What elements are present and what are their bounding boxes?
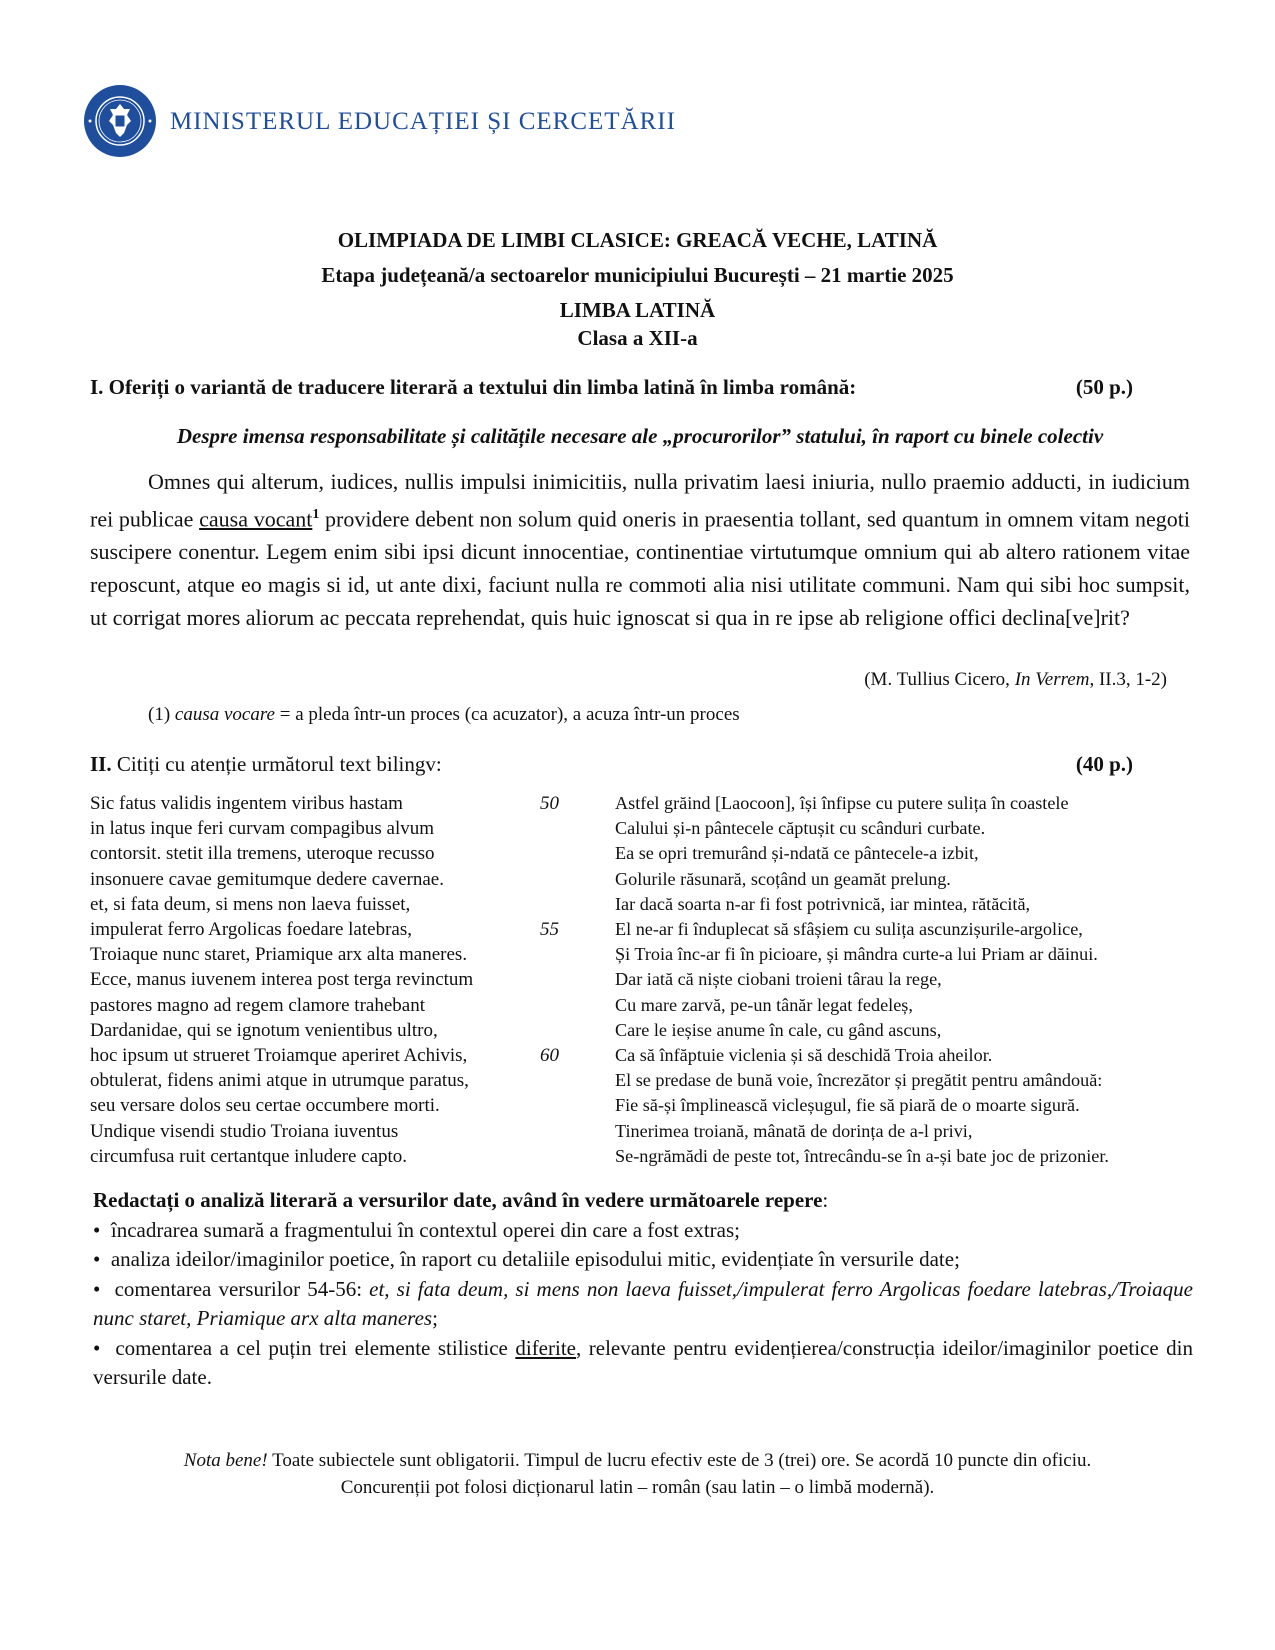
verse-line: Undique visendi studio Troiana iuventus [90, 1120, 399, 1142]
olympiad-title: OLIMPIADA DE LIMBI CLASICE: GREACĂ VECHE, LATINĂ [337, 228, 938, 252]
section-2-heading [90, 752, 1190, 777]
analysis-task [93, 1186, 1193, 1393]
bullet-text: comentarea a cel puțin trei elemente stilistice [115, 1335, 516, 1360]
verse-line: Dardanidae, qui se ignotum venientibus ultro, [90, 1019, 438, 1041]
verse-line: impulerat ferro Argolicas foedare latebras, [90, 919, 412, 941]
government-seal-logo [83, 84, 157, 158]
text-subtitle: Despre imensa responsabilitate și calitățile necesare ale „procurorilor” statului, în raport cu binele colectiv [176, 424, 1104, 448]
task-colon: : [822, 1188, 829, 1212]
verse-line: Calului și-n pântecele căptușit cu scânduri curbate. [615, 818, 986, 839]
section-1-points: (50 p.) [1075, 375, 1133, 399]
citation-author: (M. Tullius Cicero, [864, 669, 1015, 690]
citation-work: In Verrem [1014, 669, 1090, 690]
ministry-name: MINISTERUL EDUCAȚIEI ȘI CERCETĂRII [170, 108, 676, 135]
footnote-term: causa vocare [174, 704, 275, 725]
line-number [540, 1119, 580, 1144]
footnote-number: (1) [148, 704, 175, 725]
verse-line: Dar iată că niște ciobani troieni târau la rege, [615, 969, 942, 990]
footer-note [0, 1447, 1275, 1501]
latin-prose-passage [90, 465, 1190, 634]
verse-line: Troiaque nunc staret, Priamique arx alta maneres. [90, 944, 468, 966]
line-numbers [540, 791, 580, 1169]
verse-line: circumfusa ruit certantque inludere capto. [90, 1145, 408, 1167]
underlined-phrase: causa vocant [199, 506, 313, 532]
line-number [540, 1093, 580, 1118]
grade-title: Clasa a XII-a [577, 326, 698, 350]
verse-line: Care le ieșise anume în cale, cu gând ascuns, [615, 1019, 942, 1040]
section-2-points: (40 p.) [1075, 752, 1133, 776]
bullet-text: , relevante pentru evidențierea/construcția ideilor/imaginilor poetice din versurile date. [93, 1335, 1194, 1389]
bullet-item: • analiza ideilor/imaginilor poetice, în raport cu detaliile episodului mitic, evidențiate în versurile date; [93, 1247, 960, 1271]
line-number [540, 942, 580, 967]
verse-line: Astfel grăind [Laocoon], își înfipse cu putere sulița în coastele [615, 793, 1069, 813]
bullet-text: comentarea versurilor 54-56: [114, 1276, 370, 1301]
line-number [540, 892, 580, 917]
nota-bene-label: Nota bene! [183, 1450, 268, 1471]
task-heading: Redactați o analiză literară a versurilor date, având în vedere următoarele repere [93, 1188, 823, 1212]
verse-line: et, si fata deum, si mens non laeva fuisset, [90, 893, 411, 915]
section-2-number: II. [90, 752, 112, 776]
verse-line: Ecce, manus iuvenem interea post terga revinctum [90, 969, 474, 991]
verse-line: Fie să-și împlinească vicleșugul, fie să piară de o moarte sigură. [615, 1095, 1080, 1116]
citation-ref: , II.3, 1-2) [1089, 669, 1167, 690]
verse-line: Ea se opri tremurând și-ndată ce pântecele-a izbit, [615, 843, 979, 864]
passage-text: Omnes qui alterum, iudices, nullis impulsi inimicitiis, nulla privatim laesi iniuria, nullo praemio adducti, in iudicium rei publicae [90, 469, 1190, 532]
verse-line: El ne-ar fi înduplecat să sfâșiem cu sulița ascunzișurile-argolice, [615, 919, 1083, 940]
bullet-item: • încadrarea sumară a fragmentului în contextul operei din care a fost extras; [93, 1217, 740, 1242]
verse-line: seu versare dolos seu certae occumbere morti. [90, 1095, 440, 1117]
verse-line: obtulerat, fidens animi atque in utrumque paratus, [90, 1070, 469, 1092]
verse-line: Ca să înfăptuie viclenia și să deschidă Troia aheilor. [615, 1045, 993, 1066]
verse-line: insonuere cavae gemitumque dedere cavernae. [90, 868, 444, 890]
verse-line: Cu mare zarvă, pe-un tânăr legat fedeleș, [615, 994, 913, 1015]
bullet-text: încadrarea sumară a fragmentului în contextul operei din care a fost extras; [110, 1217, 740, 1242]
line-number [540, 1068, 580, 1093]
bullet-item: • comentarea versurilor 54-56: et, si fata deum, si mens non laeva fuisset,/impulerat ferro Argolicas foedare latebras,/Troiaque nunc staret, Priamique arx alta maneres; [93, 1276, 1193, 1330]
verse-line: contorsit. stetit illa tremens, uteroque recusso [90, 843, 435, 865]
line-number [540, 841, 580, 866]
bullet-text: ; [432, 1306, 438, 1330]
verse-line: Golurile răsunară, scoțând un geamăt prelung. [615, 868, 951, 889]
line-number [540, 1144, 580, 1169]
romanian-translation [615, 791, 1275, 1169]
line-number [540, 993, 580, 1018]
footnote-definition: = a pleda într-un proces (ca acuzator), a acuza într-un proces [274, 704, 740, 725]
footer-line-1: Toate subiectele sunt obligatorii. Timpul de lucru efectiv este de 3 (trei) ore. Se acordă 10 puncte din oficiu. [267, 1450, 1092, 1471]
footnote-marker: 1 [312, 507, 320, 522]
verse-line: Și Troia înc-ar fi în picioare, și mândra curte-a lui Priam ar dăinui. [615, 944, 1098, 965]
quoted-verses: et, si fata deum, si mens non laeva fuisset,/impulerat ferro Argolicas foedare latebras,/Troiaque nunc staret, Priamique arx alta maneres [93, 1276, 1193, 1330]
subject-title: LIMBA LATINĂ [559, 298, 716, 322]
section-1-instruction: I. Oferiți o variantă de traducere literară a textului din limba latină în limba română: [90, 375, 857, 399]
latin-verses [90, 791, 560, 1169]
section-2-instruction: Citiți cu atenție următorul text bilingv: [111, 752, 442, 776]
verse-line: Sic fatus validis ingentem viribus hastam [90, 793, 403, 814]
footer-line-2: Concurenții pot folosi dicționarul latin – român (sau latin – o limbă modernă). [340, 1477, 935, 1498]
verse-line: Iar dacă soarta n-ar fi fost potrivnică, iar mintea, rătăcită, [615, 893, 1031, 914]
bullet-text: analiza ideilor/imaginilor poetice, în raport cu detaliile episodului mitic, evidențiate în versurile date; [110, 1247, 960, 1271]
bullet-item: • comentarea a cel puțin trei elemente stilistice diferite, relevante pentru evidențierea/construcția ideilor/imaginilor poetice din versurile date. [93, 1335, 1194, 1389]
line-number: 55 [540, 919, 559, 941]
footnote [148, 704, 740, 726]
line-number: 60 [540, 1045, 559, 1067]
verse-line: El se predase de bună voie, încrezător și pregătit pentru amândouă: [615, 1070, 1103, 1091]
line-number [540, 1018, 580, 1043]
verse-line: in latus inque feri curvam compagibus alvum [90, 818, 435, 840]
line-number [540, 867, 580, 892]
verse-line: pastores magno ad regem clamore trahebant [90, 994, 425, 1016]
verse-line: Tinerimea troiană, mânată de dorința de a-l privi, [615, 1120, 973, 1141]
passage-text: providere debent non solum quid oneris in praesentia tollant, sed quantum in omnem vitam negoti suscipere conentur. Legem enim sibi ipsi dicunt innocentiae, continentiae virtutumque omnium qui ab altero rationem vitae reposcunt, atque eo magis si id, ut ante dixi, faciunt nulla re commoti alia nisi utilitate communi. Nam qui sibi hoc sumpsit, ut corrigat mores aliorum ac peccata reprehendat, quis huic ignoscat si qua in re ipse ab religione offici declina[ve]rit? [90, 506, 1190, 631]
stage-date: Etapa județeană/a sectoarelor municipiului București – 21 martie 2025 [321, 263, 954, 287]
underlined-word: diferite [515, 1335, 576, 1360]
verse-line: Se-ngrămădi de peste tot, întrecându-se în a-și bate joc de prizonier. [615, 1145, 1109, 1166]
citation [864, 669, 1167, 691]
section-1-heading [90, 375, 1190, 400]
line-number [540, 816, 580, 841]
verse-line: hoc ipsum ut strueret Troiamque aperiret Achivis, [90, 1045, 468, 1067]
line-number: 50 [540, 793, 559, 814]
line-number [540, 967, 580, 992]
